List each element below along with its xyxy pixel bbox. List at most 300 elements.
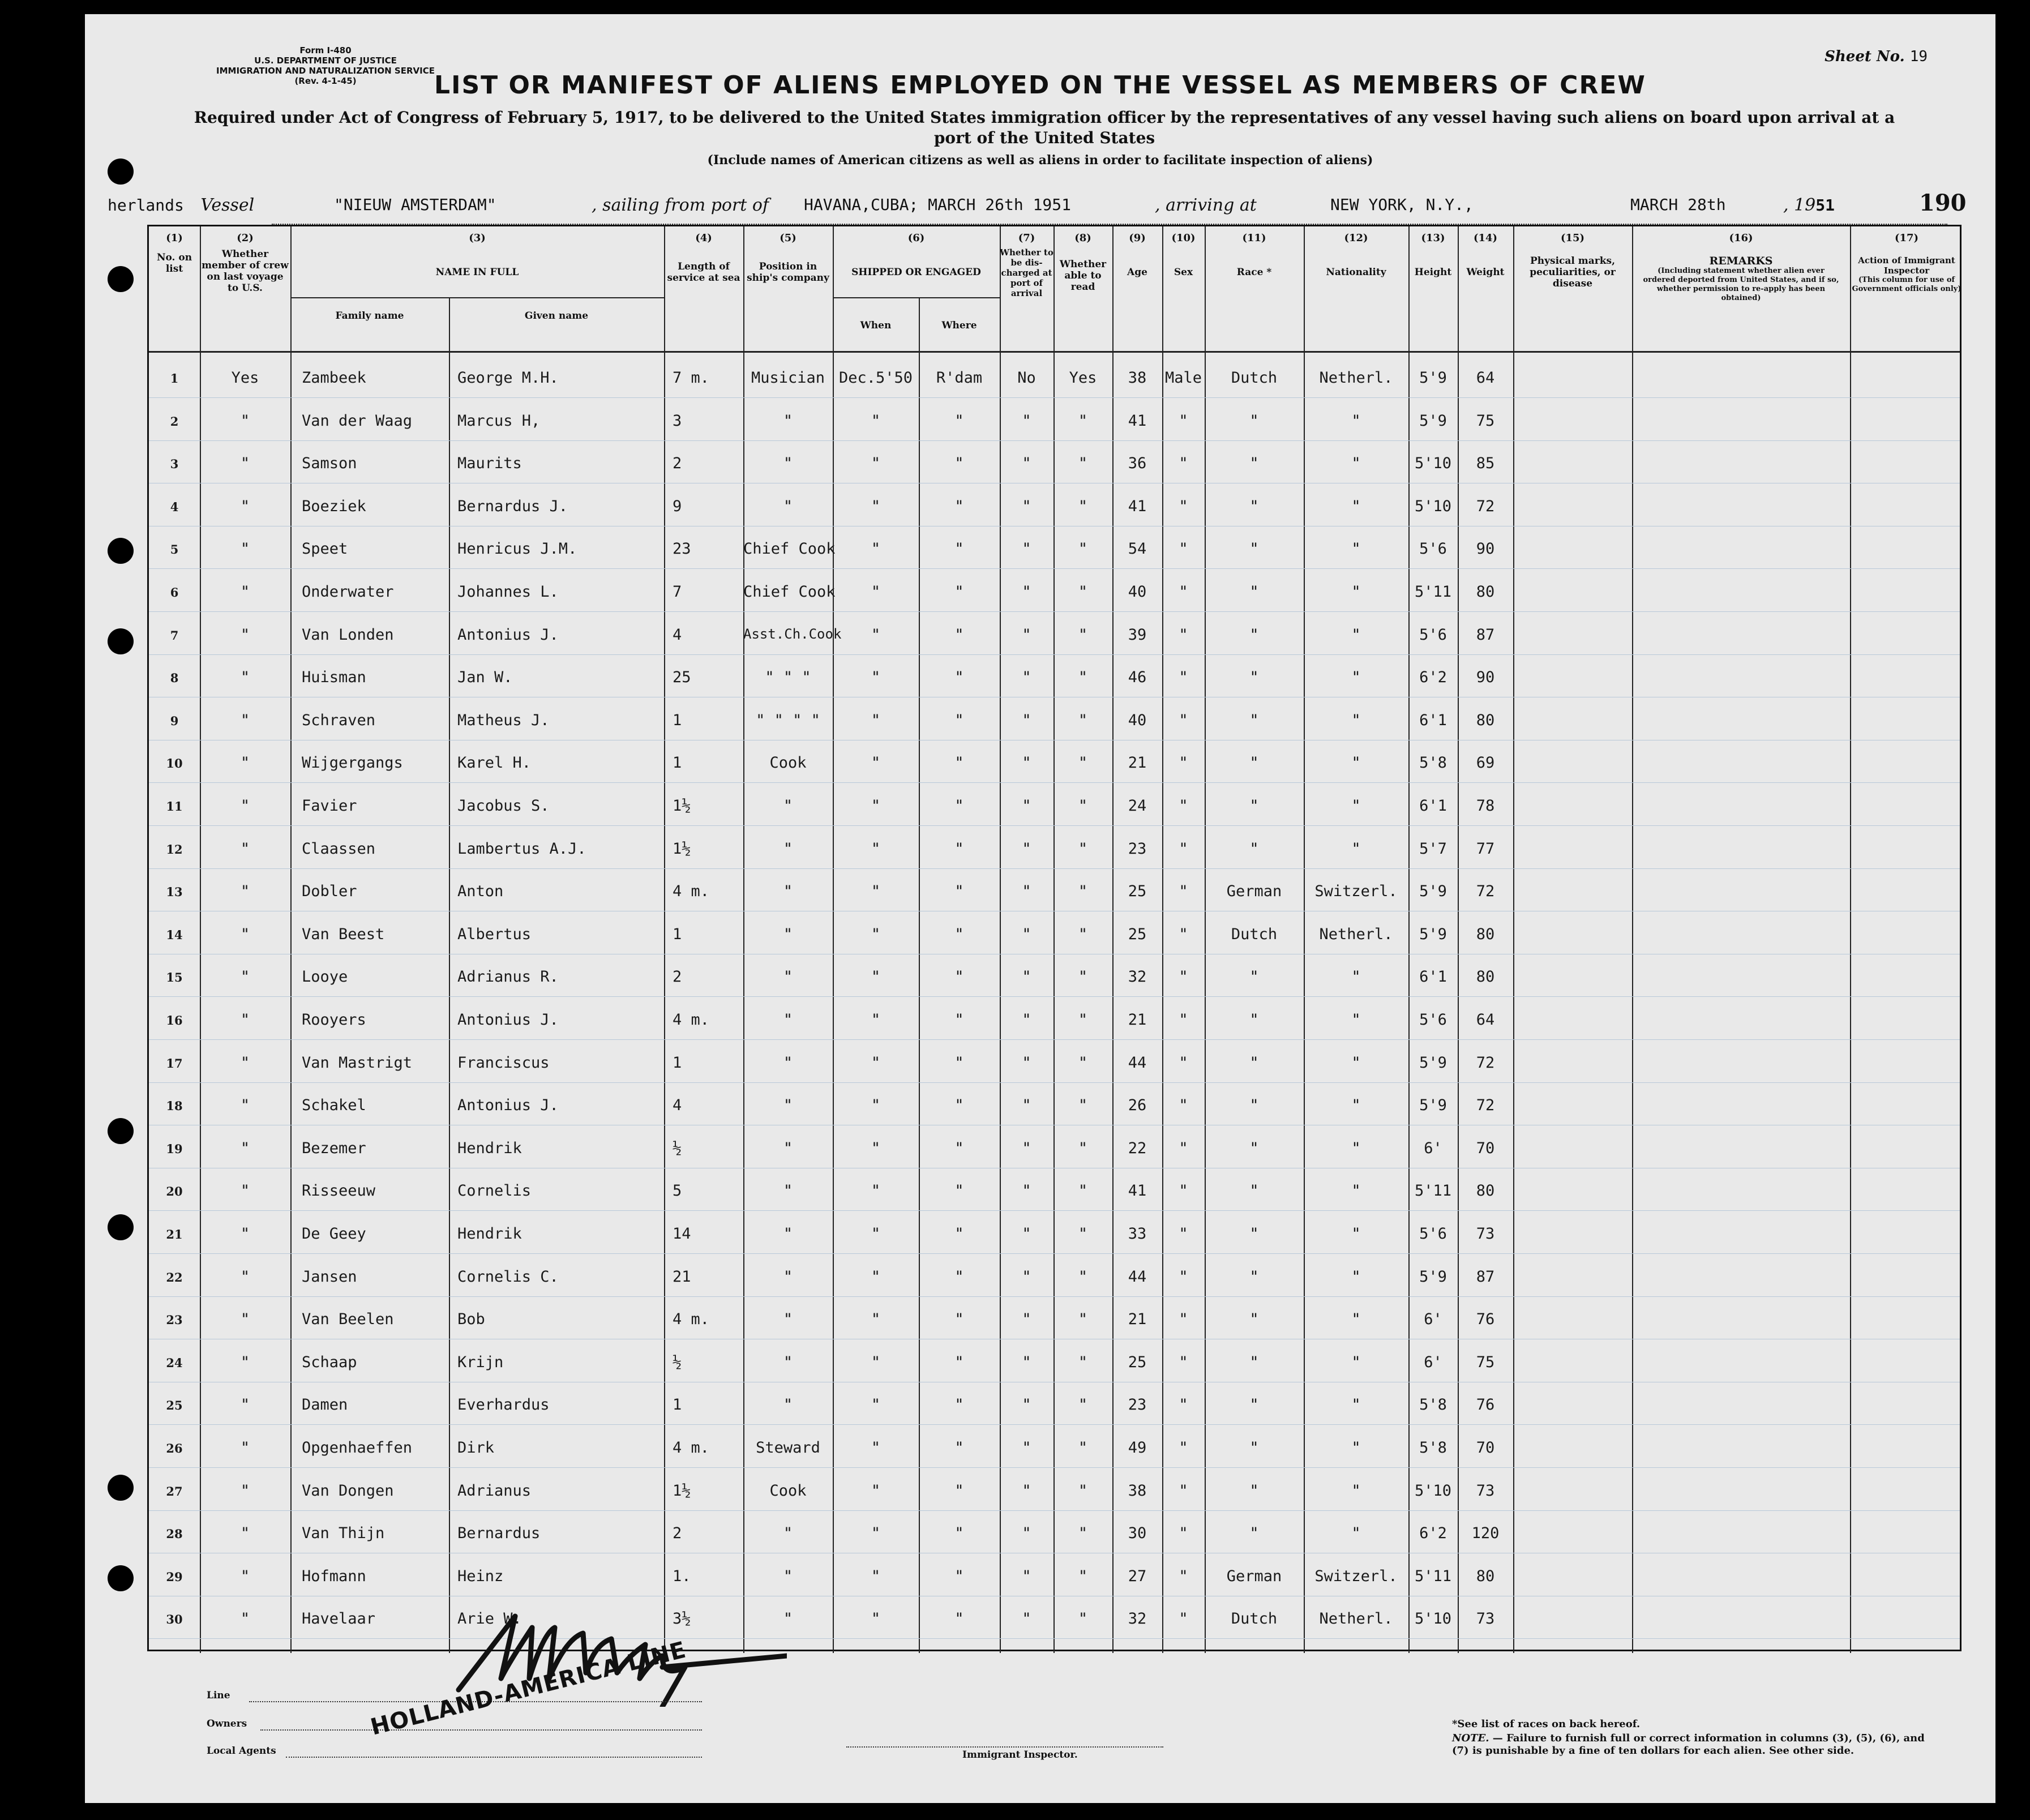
cell-nat: " [1351,1097,1361,1115]
cell-service: 1½ [673,840,691,858]
cell-where: " [954,968,964,986]
cell-race: " [1249,840,1259,858]
cell-sex: " [1179,1139,1188,1157]
cell-nat: " [1351,1267,1361,1286]
arriving-label: , arriving at [1155,195,1257,215]
cell-disch: " [1022,1097,1031,1115]
cell-when: " [871,1439,881,1457]
cell-read: " [1078,626,1088,644]
cell-height: 6' [1424,1139,1442,1157]
cell-weight: 87 [1476,1267,1495,1286]
cell-family: Van Londen [302,626,394,644]
cell-when: " [871,455,881,473]
cell-age: 36 [1128,455,1147,473]
cell-family: Jansen [302,1267,357,1286]
cell-read: " [1078,711,1088,729]
cell-nat: " [1351,1481,1361,1500]
cell-service: 4 m. [673,883,710,901]
cell-disch: " [1022,925,1031,943]
cell-family: Dobler [302,883,357,901]
page-title: LIST OR MANIFEST OF ALIENS EMPLOYED ON THE VESSEL AS MEMBERS OF CREW [434,71,1646,100]
cell-prev: " [240,1011,250,1029]
cell-weight: 80 [1476,583,1495,601]
line-label: Line [207,1690,230,1701]
row-rule [149,1082,1960,1083]
cell-given: Antonius J. [457,626,559,644]
binder-hole-icon [108,1565,134,1591]
cell-position: " [783,1097,793,1115]
cell-nat: " [1351,968,1361,986]
cell-nat: " [1351,626,1361,644]
cell-when: " [871,583,881,601]
cell-disch: " [1022,540,1031,558]
name-subheader-rule [290,297,664,298]
cell-position: Cook [769,754,807,772]
col-header-when: When [860,320,892,331]
cell-where: " [954,1396,964,1414]
cell-race: " [1249,797,1259,815]
cell-disch: " [1022,1054,1031,1072]
cell-race: " [1249,1524,1259,1543]
cell-given: Karel H. [457,754,532,772]
cell-when: " [871,1054,881,1072]
col-header-name: (3) NAME IN FULL [435,232,519,278]
cell-read: " [1078,1225,1088,1243]
cell-where: " [954,1267,964,1286]
cell-prev: " [240,1311,250,1329]
cell-disch: " [1022,968,1031,986]
cell-no: 2 [170,414,179,429]
cell-sex: " [1179,840,1188,858]
cell-nat: " [1351,1524,1361,1543]
cell-when: " [871,497,881,515]
cell-disch: " [1022,1524,1031,1543]
cell-position: " [783,497,793,515]
cell-disch: " [1022,669,1031,687]
cell-position: Musician [751,369,825,387]
cell-sex: " [1179,1610,1188,1628]
cell-read: " [1078,1481,1088,1500]
owners-label: Owners [207,1718,247,1729]
cell-where: " [954,455,964,473]
cell-disch: No [1017,369,1036,387]
shipped-subheader-rule [833,297,1000,298]
cell-family: Rooyers [302,1011,366,1029]
cell-prev: " [240,412,250,430]
cell-sex: " [1179,540,1188,558]
binder-hole-icon [108,1118,134,1144]
cell-disch: " [1022,1267,1031,1286]
cell-age: 40 [1128,711,1147,729]
binder-hole-icon [108,1475,134,1501]
cell-prev: " [240,1439,250,1457]
cell-family: Havelaar [302,1610,376,1628]
cell-age: 49 [1128,1439,1147,1457]
cell-weight: 73 [1476,1481,1495,1500]
cell-race: Dutch [1231,369,1278,387]
cell-no: 27 [166,1484,183,1498]
cell-service: 7 [673,583,682,601]
cell-disch: " [1022,1225,1031,1243]
cell-prev: " [240,540,250,558]
cell-position: " " " [765,669,811,687]
cell-family: Zambeek [302,369,366,387]
cell-family: Van Mastrigt [302,1054,413,1072]
cell-height: 5'7 [1419,840,1447,858]
cell-age: 24 [1128,797,1147,815]
cell-weight: 80 [1476,925,1495,943]
cell-given: Matheus J. [457,711,550,729]
col-header-read: (8) Whether able to read [1059,232,1107,293]
cell-given: Dirk [457,1439,495,1457]
cell-disch: " [1022,1481,1031,1500]
cell-disch: " [1022,797,1031,815]
cell-prev: " [240,1225,250,1243]
cell-where: " [954,540,964,558]
cell-family: Hofmann [302,1567,366,1585]
cell-race: " [1249,968,1259,986]
cell-race: " [1249,583,1259,601]
cell-read: " [1078,1267,1088,1286]
cell-weight: 80 [1476,711,1495,729]
cell-given: Cornelis [457,1182,532,1200]
cell-sex: " [1179,968,1188,986]
cell-no: 9 [170,713,179,728]
cell-weight: 78 [1476,797,1495,815]
cell-service: 14 [673,1225,691,1243]
cell-given: Lambertus A.J. [457,840,586,858]
form-revision: (Rev. 4-1-45) [294,76,357,86]
cell-position: Cook [769,1481,807,1500]
cell-service: 1½ [673,797,691,815]
cell-where: " [954,1182,964,1200]
cell-race: " [1249,540,1259,558]
cell-read: " [1078,1396,1088,1414]
cell-nat: " [1351,583,1361,601]
cell-no: 17 [166,1056,183,1070]
cell-read: " [1078,1139,1088,1157]
cell-read: " [1078,968,1088,986]
cell-sex: " [1179,925,1188,943]
cell-when: " [871,968,881,986]
cell-sex: " [1179,583,1188,601]
cell-age: 21 [1128,1011,1147,1029]
cell-when: " [871,840,881,858]
cell-when: " [871,797,881,815]
cell-where: " [954,497,964,515]
cell-service: 2 [673,455,682,473]
cell-height: 5'6 [1419,1011,1447,1029]
cell-race: " [1249,669,1259,687]
cell-no: 8 [170,671,179,686]
cell-given: Everhardus [457,1396,550,1414]
inspector-label: Immigrant Inspector. [962,1749,1078,1761]
cell-read: " [1078,883,1088,901]
cell-service: ½ [673,1353,682,1371]
cell-no: 13 [166,885,183,900]
cell-age: 46 [1128,669,1147,687]
col-header-inspector-action: (17) Action of Immigrant Inspector (This column for use of Government officials only) [1852,232,1962,293]
col-header-prev-voyage: (2) Whether member of crew on last voyage to U.S. [202,232,289,294]
cell-family: Looye [302,968,348,986]
cell-sex: " [1179,711,1188,729]
cell-read: " [1078,1097,1088,1115]
cell-nat: " [1351,1011,1361,1029]
cell-nat: " [1351,1225,1361,1243]
cell-sex: " [1179,1396,1188,1414]
cell-when: " [871,1481,881,1500]
col-header-race: (11) Race * [1236,232,1272,278]
cell-age: 27 [1128,1567,1147,1585]
cell-read: " [1078,1567,1088,1585]
cell-disch: " [1022,455,1031,473]
cell-position: " [783,925,793,943]
cell-read: " [1078,1311,1088,1329]
col-header-shipped: (6) SHIPPED OR ENGAGED [851,232,981,278]
cell-prev: " [240,1267,250,1286]
cell-nat: " [1351,711,1361,729]
cell-position: Asst.Ch.Cook [743,626,842,642]
cell-read: " [1078,540,1088,558]
cell-prev: " [240,669,250,687]
cell-prev: Yes [231,369,259,387]
cell-read: " [1078,1011,1088,1029]
cell-family: Bezemer [302,1139,366,1157]
cell-height: 5'10 [1414,497,1452,515]
cell-prev: " [240,626,250,644]
col-header-height: (13) Height [1414,232,1452,278]
cell-given: Maurits [457,455,522,473]
cell-weight: 80 [1476,1182,1495,1200]
cell-race: " [1249,1011,1259,1029]
cell-where: " [954,412,964,430]
cell-when: " [871,883,881,901]
cell-age: 39 [1128,626,1147,644]
cell-given: George M.H. [457,369,559,387]
cell-height: 5'9 [1419,925,1447,943]
cell-sex: " [1179,1054,1188,1072]
cell-prev: " [240,1054,250,1072]
page-subtitle: Required under Act of Congress of February 5, 1917, to be delivered to the United States immigration officer by the representatives of any vessel having such aliens on board upon arrival at a port of the United States [194,108,1895,147]
vessel-flag: herlands [108,196,184,215]
cell-height: 5'6 [1419,540,1447,558]
cell-position: " [783,1524,793,1543]
cell-service: ½ [673,1139,682,1157]
col-header-given-name: Given name [524,310,589,322]
cell-weight: 75 [1476,412,1495,430]
cell-where: " [954,711,964,729]
cell-given: Johannes L. [457,583,559,601]
cell-no: 28 [166,1527,183,1541]
cell-no: 3 [170,457,179,472]
sheet-number-label: Sheet No. [1825,48,1905,65]
row-rule [149,1253,1960,1254]
cell-nat: " [1351,840,1361,858]
cell-race: Dutch [1231,1610,1278,1628]
row-rule [149,996,1960,997]
row-rule [149,825,1960,826]
cell-height: 5'11 [1414,1567,1452,1585]
binder-hole-icon [108,266,134,292]
cell-family: Schaap [302,1353,357,1371]
cell-prev: " [240,1353,250,1371]
cell-given: Albertus [457,925,532,943]
cell-age: 32 [1128,968,1147,986]
cell-service: 4 m. [673,1311,710,1329]
cell-no: 26 [166,1441,183,1455]
cell-no: 4 [170,499,179,514]
cell-age: 33 [1128,1225,1147,1243]
col-header-discharged: (7) Whether to be dis-charged at port of arrival [1000,232,1053,298]
cell-no: 16 [166,1013,183,1027]
row-rule [149,1467,1960,1468]
cell-prev: " [240,754,250,772]
cell-age: 25 [1128,1353,1147,1371]
cell-height: 5'10 [1414,455,1452,473]
cell-family: Schakel [302,1097,366,1115]
cell-sex: " [1179,1267,1188,1286]
cell-family: Samson [302,455,357,473]
cell-nat: " [1351,1139,1361,1157]
cell-height: 6'1 [1419,797,1447,815]
cell-sex: " [1179,1353,1188,1371]
cell-weight: 70 [1476,1439,1495,1457]
cell-height: 5'11 [1414,583,1452,601]
cell-where: " [954,883,964,901]
cell-race: Dutch [1231,925,1278,943]
cell-sex: " [1179,626,1188,644]
cell-position: " [783,840,793,858]
cell-race: " [1249,1353,1259,1371]
col-header-where: Where [941,320,977,331]
row-rule [149,868,1960,869]
cell-service: 3½ [673,1610,691,1628]
cell-disch: " [1022,711,1031,729]
cell-service: 4 m. [673,1011,710,1029]
cell-when: " [871,540,881,558]
cell-height: 5'10 [1414,1481,1452,1500]
cell-where: " [954,1139,964,1157]
cell-no: 1 [170,371,179,386]
cell-nat: " [1351,1439,1361,1457]
cell-nat: " [1351,540,1361,558]
local-agents-label: Local Agents [207,1745,276,1757]
cell-disch: " [1022,754,1031,772]
col-divider-3 [449,297,450,1653]
cell-disch: " [1022,1311,1031,1329]
cell-height: 5'8 [1419,1396,1447,1414]
cell-weight: 85 [1476,455,1495,473]
cell-service: 1½ [673,1481,691,1500]
cell-no: 30 [166,1612,183,1627]
cell-position: " [783,1267,793,1286]
cell-position: " [783,1311,793,1329]
cell-when: " [871,626,881,644]
cell-prev: " [240,455,250,473]
cell-when: " [871,1182,881,1200]
cell-prev: " [240,1097,250,1115]
cell-read: " [1078,1610,1088,1628]
cell-height: 6'2 [1419,1524,1447,1543]
cell-given: Bob [457,1311,485,1329]
row-rule [149,782,1960,783]
cell-weight: 90 [1476,669,1495,687]
cell-race: " [1249,1267,1259,1286]
cell-service: 7 m. [673,369,710,387]
cell-height: 6'1 [1419,711,1447,729]
cell-disch: " [1022,1182,1031,1200]
cell-family: Van Beelen [302,1311,394,1329]
cell-where: " [954,1567,964,1585]
departure-port: HAVANA,CUBA; MARCH 26th 1951 [804,195,1072,214]
row-rule [149,440,1960,441]
cell-nat: " [1351,1353,1361,1371]
cell-family: Claassen [302,840,376,858]
cell-weight: 70 [1476,1139,1495,1157]
cell-race: " [1249,1139,1259,1157]
cell-no: 6 [170,585,179,599]
cell-disch: " [1022,1139,1031,1157]
page-number: 190 [1919,190,1967,216]
cell-when: " [871,1567,881,1585]
cell-weight: 72 [1476,1097,1495,1115]
cell-no: 15 [166,970,183,985]
cell-sex: " [1179,1182,1188,1200]
cell-given: Marcus H, [457,412,541,430]
cell-read: " [1078,669,1088,687]
arrival-date: MARCH 28th [1630,195,1726,214]
cell-where: " [954,1054,964,1072]
row-rule [149,654,1960,655]
cell-read: " [1078,1182,1088,1200]
cell-service: 4 [673,626,682,644]
cell-when: " [871,1225,881,1243]
vessel-label: Vessel [200,195,255,215]
cell-position: " [783,1610,793,1628]
year-suffix: 51 [1815,196,1835,215]
cell-prev: " [240,1567,250,1585]
cell-family: Boeziek [302,497,366,515]
cell-age: 41 [1128,497,1147,515]
manifest-sheet [85,14,1995,1803]
cell-given: Cornelis C. [457,1267,559,1286]
cell-prev: " [240,711,250,729]
cell-where: R'dam [936,369,983,387]
row-rule [149,1039,1960,1040]
cell-disch: " [1022,1610,1031,1628]
cell-where: " [954,669,964,687]
cell-nat: Switzerl. [1314,883,1398,901]
cell-service: 1. [673,1567,691,1585]
cell-age: 41 [1128,412,1147,430]
cell-height: 5'9 [1419,1054,1447,1072]
cell-given: Heinz [457,1567,504,1585]
cell-position: " [783,1182,793,1200]
cell-position: " [783,455,793,473]
cell-height: 5'6 [1419,1225,1447,1243]
cell-where: " [954,754,964,772]
cell-height: 5'9 [1419,1097,1447,1115]
cell-position: Chief Cook [743,540,836,558]
cell-nat: " [1351,797,1361,815]
cell-disch: " [1022,1567,1031,1585]
cell-weight: 77 [1476,840,1495,858]
cell-prev: " [240,1481,250,1500]
cell-when: " [871,1353,881,1371]
cell-service: 25 [673,669,691,687]
cell-sex: " [1179,497,1188,515]
cell-given: Antonius J. [457,1011,559,1029]
